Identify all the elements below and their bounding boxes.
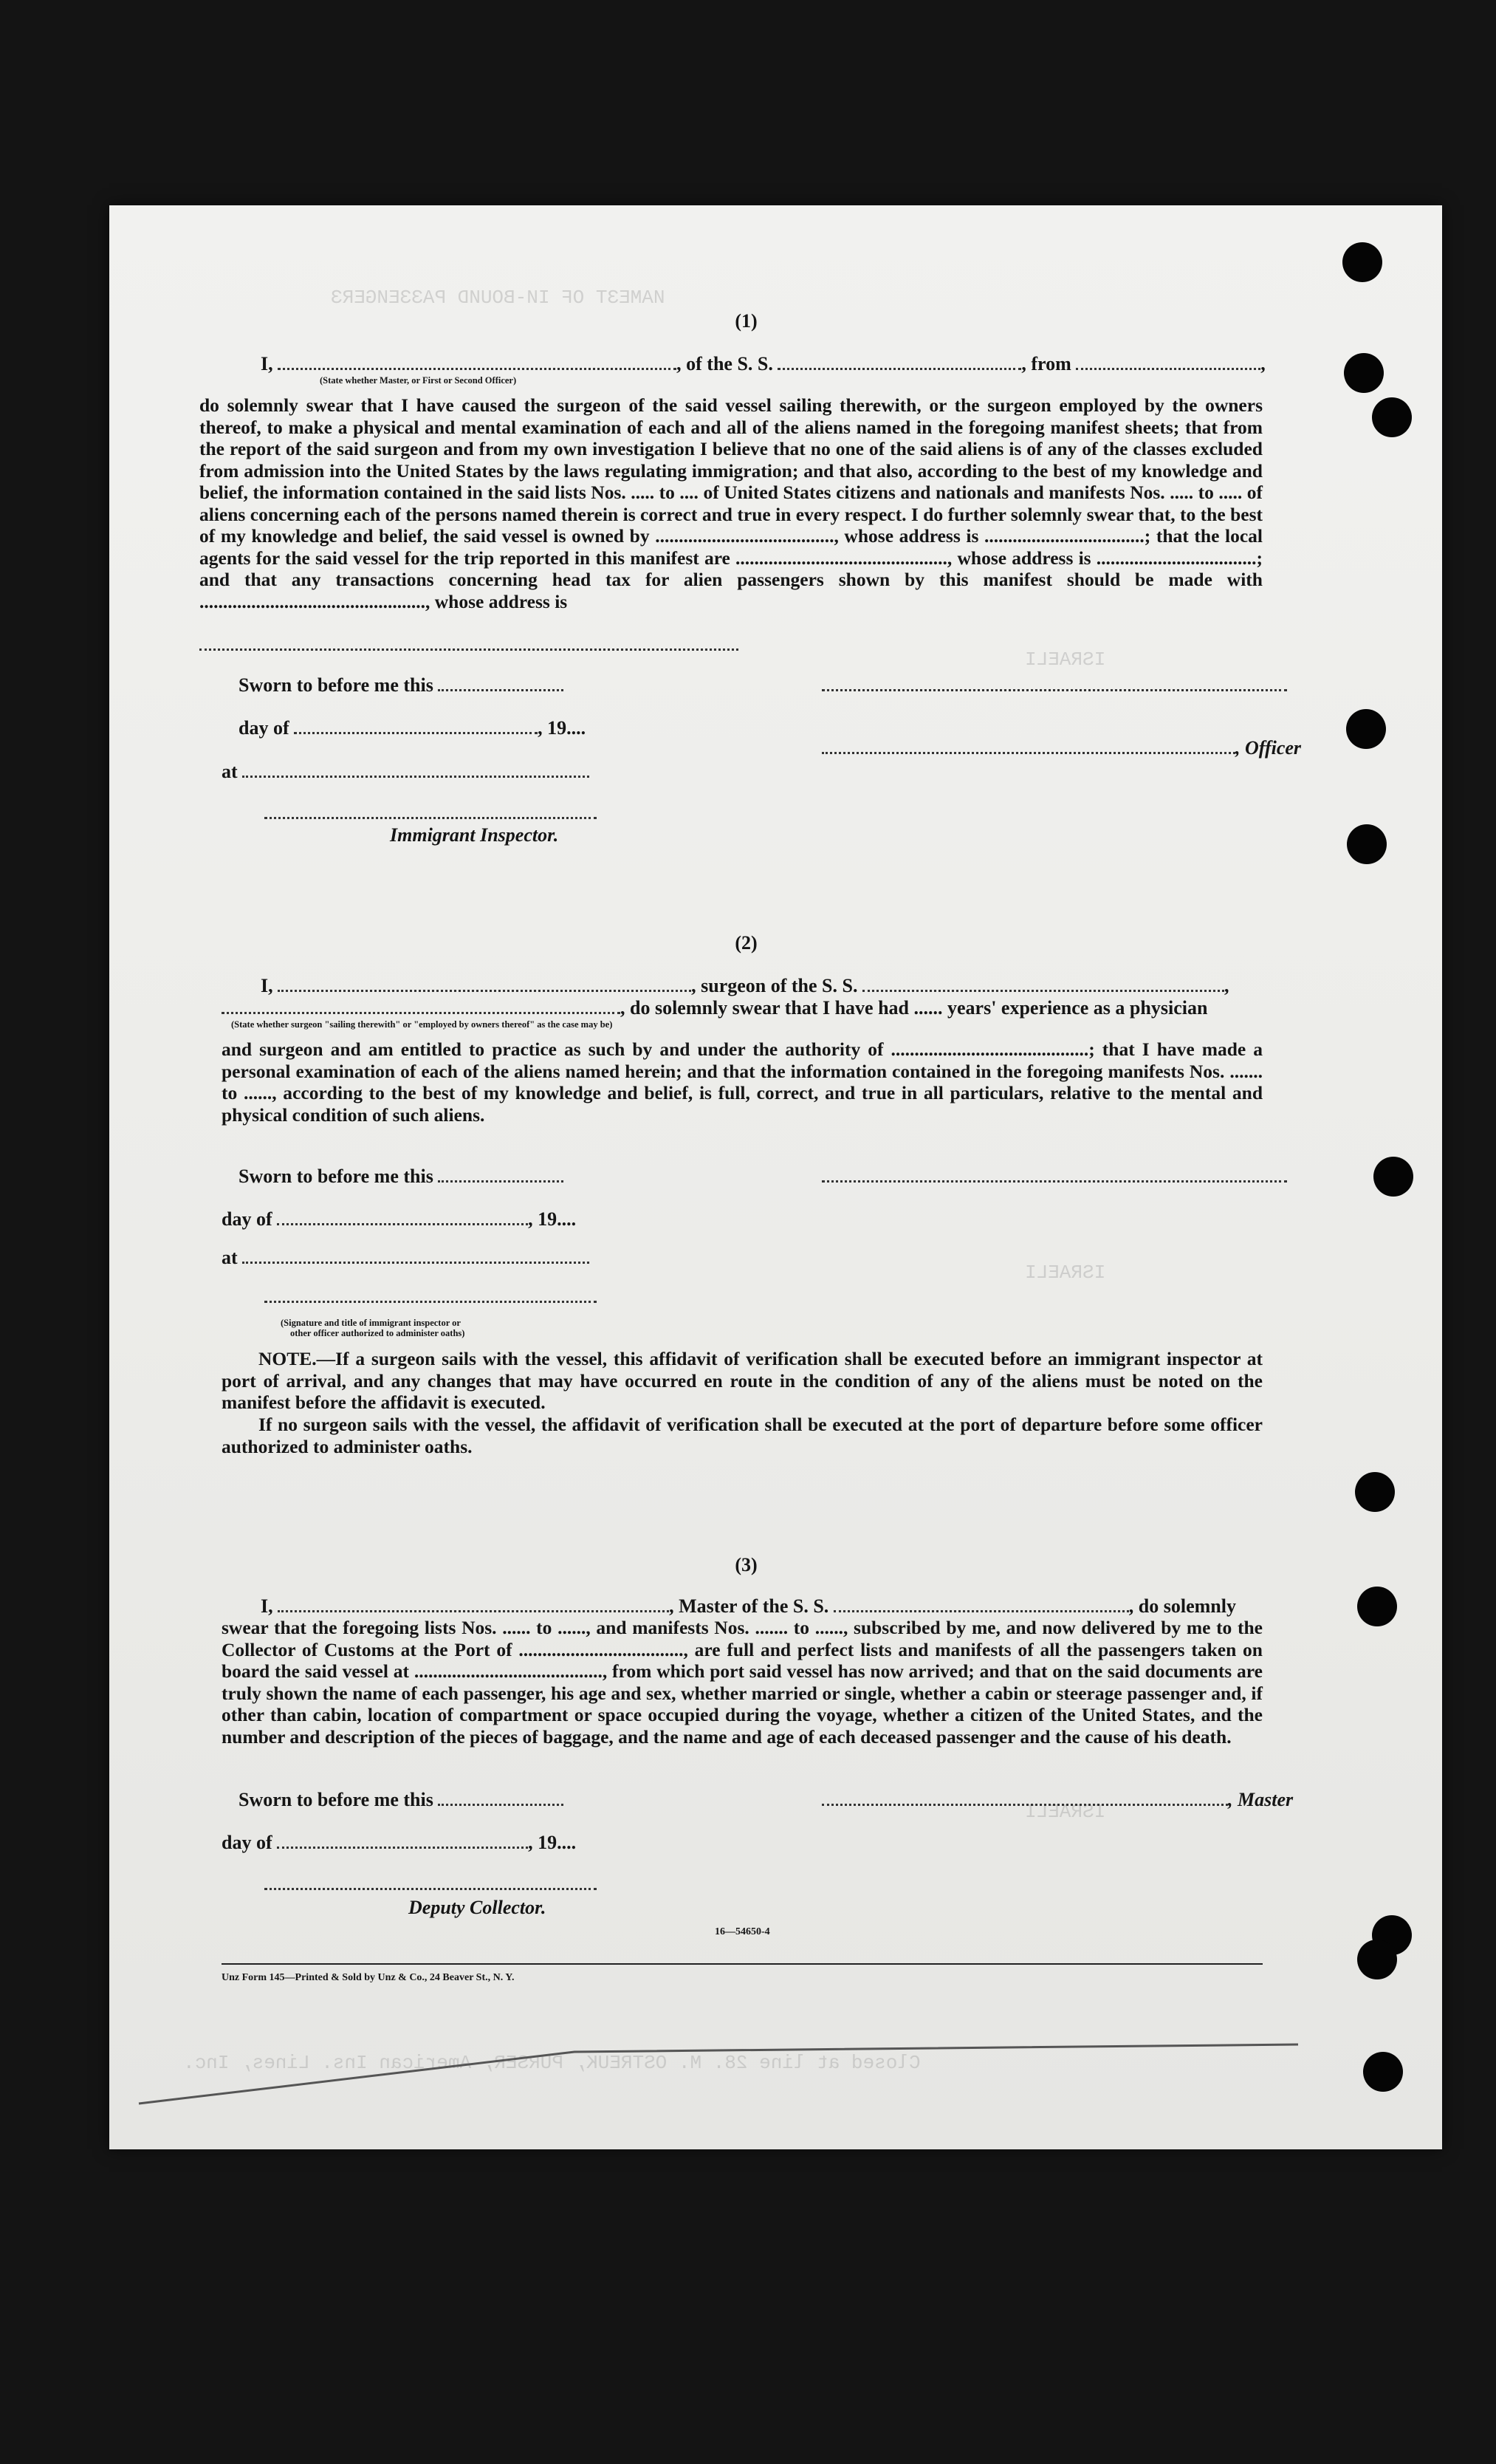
oath-i: I, <box>261 1595 273 1617</box>
note-paragraph-1: NOTE.—If a surgeon sails with the vessel, this affidavit of verification shall be executed before an immigrant inspector at port of arrival, and any changes that may have occurred en route in the condition of any of the aliens must be noted on the manifest before the affidavit is executed. <box>222 1348 1263 1413</box>
officer-label: , Officer <box>1235 737 1302 759</box>
deputy-collector-label: Deputy Collector. <box>408 1897 546 1918</box>
oath-i: I, <box>261 975 273 996</box>
do-solemnly-label: , do solemnly <box>1128 1595 1236 1617</box>
note-paragraph-2: If no surgeon sails with the vessel, the affidavit of verification shall be executed at the port of departure before some officer authorized to administer oaths. <box>222 1414 1263 1457</box>
oath-i: I, <box>261 353 273 374</box>
bleed-through-text: ІЅRАЕLІ <box>1025 1801 1106 1823</box>
pencil-mark <box>109 205 1442 2149</box>
day-of-label: day of <box>222 1832 272 1853</box>
sworn-label: Sworn to before me this <box>239 1789 433 1810</box>
surgeon-status-note: (State whether surgeon "sailing therewith" or "employed by owners thereof" as the case may be) <box>231 1019 613 1030</box>
bleed-through-text: ІЅRАЕLІ <box>1025 1262 1106 1284</box>
sworn-label: Sworn to before me this <box>239 1166 433 1187</box>
signature-note-line-1: (Signature and title of immigrant inspector or <box>281 1318 461 1328</box>
section-1-oath-line: I, , of the S. S. , from , <box>261 353 1266 374</box>
at-label: at <box>222 761 238 782</box>
surgeon-label: , surgeon of the S. S. <box>691 975 858 996</box>
section-2-number: (2) <box>735 932 758 954</box>
at-label: at <box>222 1247 238 1268</box>
master-label: , Master <box>1228 1789 1294 1810</box>
manifest-affidavit-page <box>109 205 1442 2149</box>
signature-note-line-2: other officer authorized to administer oaths) <box>290 1328 465 1338</box>
bleed-through-text: ІЅRАЕLІ <box>1025 648 1106 671</box>
year-label: , 19.... <box>538 717 586 739</box>
day-of-label: day of <box>239 717 289 739</box>
year-label: , 19.... <box>528 1832 577 1853</box>
swear-label: , do solemnly swear that I have had ...... years' experience as a physician <box>620 997 1208 1019</box>
section-2-paragraph: and surgeon and am entitled to practice as such by and under the authority of ..........................................; that I have made a personal examination of each of the aliens named herein; and that the information contained in the foregoing manifests Nos. ....... to ......, according to the best of my knowledge and belief, is full, correct, and true in all particulars, relative to the mental and physical condition of such aliens. <box>222 1038 1263 1126</box>
year-label: , 19.... <box>528 1208 577 1230</box>
immigrant-inspector-label: Immigrant Inspector. <box>390 824 559 846</box>
bleed-through-text: Closed at line 28. M. OSTREUK, PURSER, American Ins. Lines, Inc. <box>183 2052 921 2074</box>
section-2-oath-line: I, , surgeon of the S. S. , <box>261 975 1229 996</box>
master-rank-note: (State whether Master, or First or Second Officer) <box>320 375 517 386</box>
bleed-through-text: ИАМЕЗТ ОF ІИ-ВОUИD РАЗЗЕИGЕRЗ <box>331 287 665 309</box>
sworn-label: Sworn to before me this <box>239 674 433 696</box>
section-3-paragraph: swear that the foregoing lists Nos. ...... to ......, and manifests Nos. ....... to ......, subscribed by me, and now delivered by me to the Collector of Customs at the Port of ..................................., are full and perfect lists and manifests of all the passengers taken on board the said vessel at ........................................, from which port said vessel has now arrived; and that on the said documents are truly shown the name of each passenger, his age and sex, whether married or single, whether a cabin or steerage passenger and, if other than cabin, location of compartment or space occupied during the voyage, whether a citizen of the United States, and the number and description of the pieces of baggage, and the name and age of each deceased passenger and the cause of his death. <box>222 1617 1263 1748</box>
of-the-ss-label: , of the S. S. <box>676 353 773 374</box>
section-1-paragraph: do solemnly swear that I have caused the surgeon of the said vessel sailing therewith, or the surgeon employed by the owners thereof, to make a physical and mental examination of each and all of the aliens named in the foregoing manifest sheets; that from the report of the said surgeon and from my own investigation I believe that no one of the said aliens is of any of the classes excluded from admission into the United States by the laws regulating immigration; and that also, according to the best of my knowledge and belief, the information contained in the said lists Nos. ..... to .... of United States citizens and nationals and manifests Nos. ..... to ..... of aliens concerning each of the persons named therein is correct and true in every respect. I do further solemnly swear that, to the best of my knowledge and belief, the said vessel is owned by ......................................, whose address is ..................................; that the local agents for the said vessel for the trip reported in this manifest are ............................................., whose address is ..................................; and that any transactions concerning head tax for alien passengers shown by this manifest should be made with ................................................, whose address is <box>199 394 1263 612</box>
printer-imprint: Unz Form 145—Printed & Sold by Unz & Co., 24 Beaver St., N. Y. <box>222 1972 515 1983</box>
section-1-number: (1) <box>735 310 758 332</box>
from-label: , from <box>1021 353 1071 374</box>
day-of-label: day of <box>222 1208 272 1230</box>
master-of-label: , Master of the S. S. <box>669 1595 829 1617</box>
form-number: 16—54650-4 <box>715 1926 770 1937</box>
section-3-number: (3) <box>735 1554 758 1575</box>
